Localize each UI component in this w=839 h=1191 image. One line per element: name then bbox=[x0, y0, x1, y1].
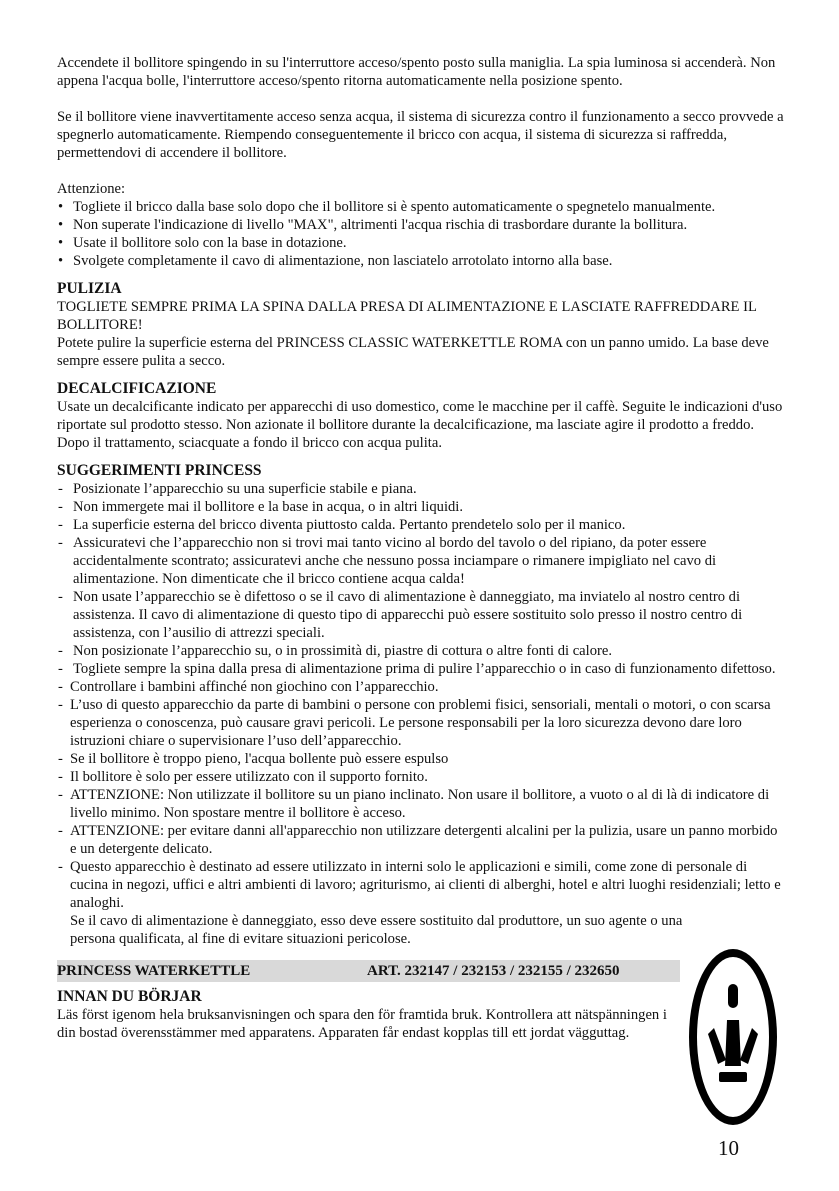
manual-page bbox=[57, 54, 787, 1042]
descaling-heading: DECALCIFICAZIONE bbox=[57, 380, 217, 397]
list-item: - Il bollitore è solo per essere utilizzato con il supporto fornito. bbox=[57, 768, 787, 786]
list-item: - Non usate l’apparecchio se è difettoso o se il cavo di alimentazione è danneggiato, ma inviatelo al nostro centro di assistenza. Il cavo di alimentazione di questo tipo di apparecchi può essere sostituito solo presso il nostro centro di assistenza, con l’ausilio di attrezzi speciali. bbox=[57, 588, 787, 642]
list-item: - Togliete sempre la spina dalla presa di alimentazione prima di pulire l’apparecchio o in caso di funzionamento difettoso. bbox=[57, 660, 787, 678]
list-item: • Togliete il bricco dalla base solo dopo che il bollitore si è spento automaticamente o spegnetelo manualmente. bbox=[57, 198, 787, 216]
list-item: - La superficie esterna del bricco diventa piuttosto calda. Pertanto prendetelo solo per il manico. bbox=[57, 516, 787, 534]
attention-label: Attenzione: bbox=[57, 181, 126, 197]
list-item: - Se il bollitore è troppo pieno, l'acqua bollente può essere espulso bbox=[57, 750, 787, 768]
list-item bbox=[57, 858, 787, 948]
page-number: 10 bbox=[718, 1136, 739, 1160]
intro-paragraph-1: Accendete il bollitore spingendo in su l'interruttore acceso/spento posto sulla maniglia. La spia luminosa si accenderà. Non appena l'acqua bolle, l'interruttore acceso/spento ritorna automaticamente nella posizione spento. bbox=[57, 55, 776, 89]
list-item: • Svolgete completamente il cavo di alimentazione, non lasciatelo arrotolato intorno alla base. bbox=[57, 252, 787, 270]
list-item: - ATTENZIONE: Non utilizzate il bollitore su un piano inclinato. Non usare il bollitore, a vuoto o al di là di indicatore di livello minimo. Non spostare mentre il bollitore è acceso. bbox=[57, 786, 787, 822]
list-item: - Non immergete mai il bollitore e la base in acqua, o in altri liquidi. bbox=[57, 498, 787, 516]
descaling-text: Usate un decalcificante indicato per apparecchi di uso domestico, come le macchine per il caffè. Seguite le indicazioni d'uso riportate sul prodotto stesso. Non azionate il bollitore durante la decalcificazione, ma lasciate agire il prodotto a freddo. Dopo il trattamento, sciacquate a fondo il bricco con acqua pulita. bbox=[57, 399, 783, 451]
product-model: PRINCESS WATERKETTLE bbox=[57, 963, 251, 979]
swedish-heading: INNAN DU BÖRJAR bbox=[57, 988, 202, 1005]
list-item: - Posizionate l’apparecchio su una superficie stabile e piana. bbox=[57, 480, 787, 498]
list-item: - Assicuratevi che l’apparecchio non si trovi mai tanto vicino al bordo del tavolo o del ripiano, da poter essere accidentalmente scontrato; assicuratevi anche che nessuno possa inciampare o rimanere impigliato nel cavo di alimentazione. Non dimenticate che il bricco contiene acqua calda! bbox=[57, 534, 787, 588]
product-bar bbox=[57, 960, 680, 982]
list-item: • Usate il bollitore solo con la base in dotazione. bbox=[57, 234, 787, 252]
tips-list bbox=[57, 480, 787, 948]
cleaning-warning: TOGLIETE SEMPRE PRIMA LA SPINA DALLA PRESA DI ALIMENTAZIONE E LASCIATE RAFFREDDARE IL BOLLITORE! bbox=[57, 299, 757, 333]
list-item: - ATTENZIONE: per evitare danni all'apparecchio non utilizzare detergenti alcalini per la pulizia, usare un panno morbido e un detergente delicato. bbox=[57, 822, 787, 858]
list-item-text: - Questo apparecchio è destinato ad essere utilizzato in interni solo le applicazioni e simili, come zone di personale di cucina in negozi, uffici e altri ambienti di lavoro; agriturismo, ai clienti di alberghi, hotel e altri luoghi residenziali; letto e analoghi. bbox=[70, 859, 781, 911]
cleaning-heading: PULIZIA bbox=[57, 280, 122, 297]
tips-heading: SUGGERIMENTI PRINCESS bbox=[57, 462, 262, 479]
cleaning-text: Potete pulire la superficie esterna del PRINCESS CLASSIC WATERKETTLE ROMA con un panno umido. La base deve sempre essere pulita a secco. bbox=[57, 335, 769, 369]
list-item: - L’uso di questo apparecchio da parte di bambini o persone con problemi fisici, sensoriali, mentali o motori, o con scarsa esperienza o conoscenza, può causare gravi pericoli. Le persone responsabili per la loro sicurezza devono dare loro istruzioni chiare o supervisionare l’uso dell’apparecchio. bbox=[57, 696, 787, 750]
list-item: - Non posizionate l’apparecchio su, o in prossimità di, piastre di cottura o altre fonti di calore. bbox=[57, 642, 787, 660]
list-item: • Non superate l'indicazione di livello "MAX", altrimenti l'acqua rischia di trasbordare durante la bollitura. bbox=[57, 216, 787, 234]
attention-list bbox=[57, 198, 787, 270]
kettle-language-icon bbox=[688, 948, 778, 1126]
intro-paragraph-2: Se il bollitore viene inavvertitamente acceso senza acqua, il sistema di sicurezza contro il funzionamento a secco provvede a spegnerlo automaticamente. Riempendo conseguentemente il bricco con acqua, il sistema di sicurezza si raffredda, permettendovi di accendere il bollitore. bbox=[57, 109, 784, 161]
swedish-text: Läs först igenom hela bruksanvisningen och spara den för framtida bruk. Kontrollera att nätspänningen i din bostad överensstämmer med apparatens. Apparaten får endast kopplas till ett jordat vägguttag. bbox=[57, 1007, 667, 1041]
product-article-numbers: ART. 232147 / 232153 / 232155 / 232650 bbox=[367, 963, 620, 979]
list-item-text-continued: Se il cavo di alimentazione è danneggiato, esso deve essere sostituito dal produttore, un suo agente o una persona qualificata, al fine di evitare situazioni pericolose. bbox=[70, 913, 683, 947]
list-item: - Controllare i bambini affinché non giochino con l’apparecchio. bbox=[57, 678, 787, 696]
